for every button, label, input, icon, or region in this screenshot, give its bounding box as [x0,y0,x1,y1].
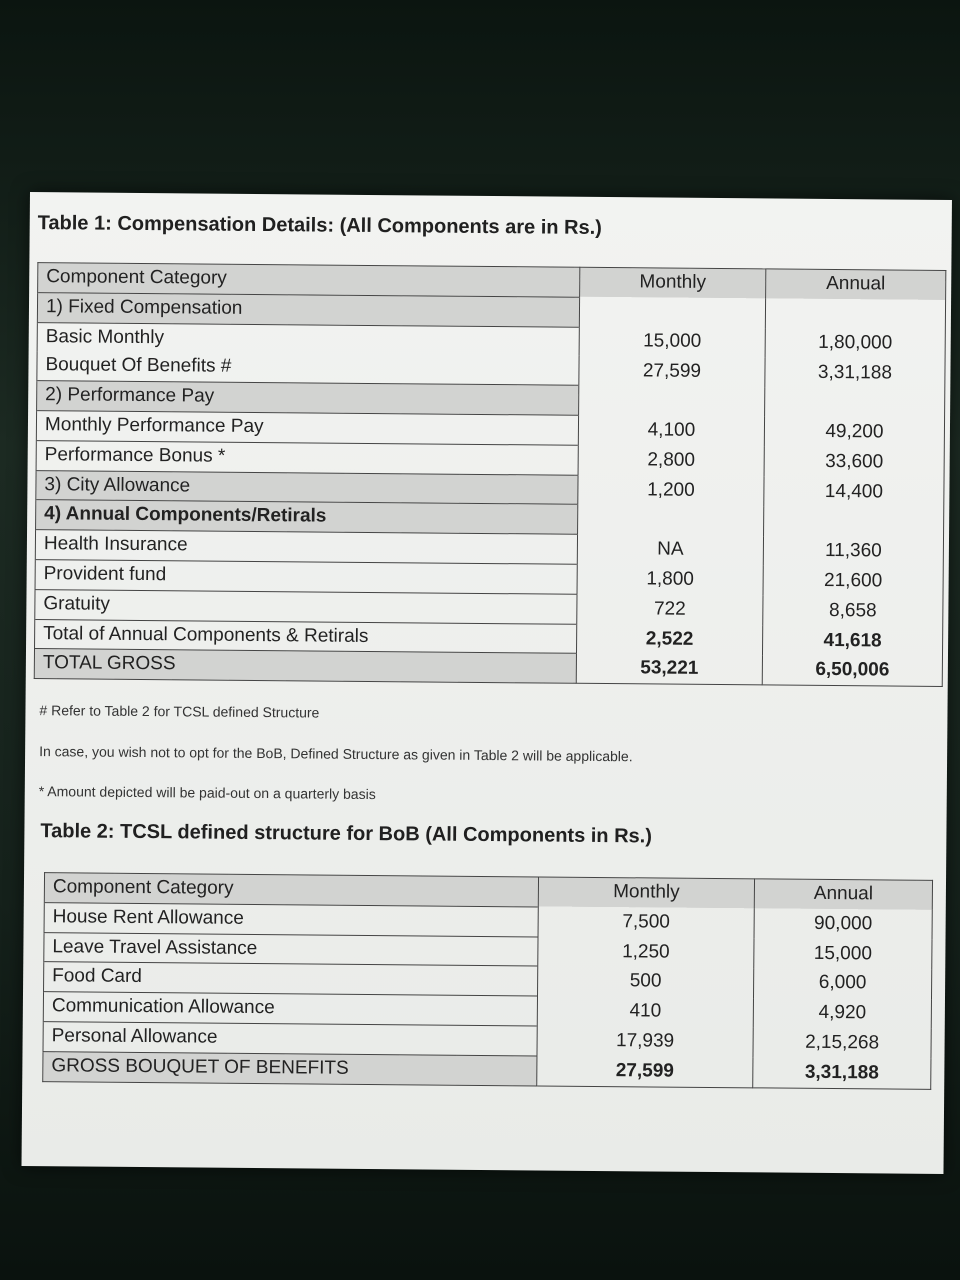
row-monthly: 722 [577,594,763,625]
row-annual [765,299,945,330]
row-label: 1) Fixed Compensation [37,292,579,327]
row-label: Leave Travel Assistance [44,932,538,966]
row-monthly: 500 [538,966,754,998]
row-annual: 33,600 [764,447,944,478]
row-monthly: 17,939 [537,1026,753,1058]
compensation-table [34,262,947,687]
row-label: 2) Performance Pay [37,381,579,416]
row-label: 3) City Allowance [36,470,578,505]
row-monthly [579,297,765,328]
table1-title: Table 1: Compensation Details: (All Components are in Rs.) [37,212,602,239]
row-label: Gratuity [35,589,577,624]
row-annual [764,506,944,537]
row-monthly: 1,200 [578,475,764,506]
row-monthly: 1,800 [577,564,763,595]
table-row-total [43,1051,931,1089]
row-monthly: 53,221 [576,654,762,685]
row-annual [765,387,945,418]
header-annual: Annual [754,879,932,910]
row-label: Communication Allowance [43,992,537,1026]
row-label: Basic Monthly [37,322,579,356]
header-component: Component Category [38,263,580,298]
row-annual: 6,000 [753,968,931,999]
header-annual: Annual [766,269,946,300]
row-monthly: NA [577,534,763,565]
row-annual: 1,80,000 [765,329,945,360]
row-monthly: 15,000 [579,327,765,358]
header-component: Component Category [44,873,538,907]
row-monthly: 2,800 [578,445,764,476]
row-annual: 41,618 [762,625,942,656]
document-screen [22,192,952,1174]
row-label: 4) Annual Components/Retirals [36,500,578,535]
header-monthly: Monthly [580,267,766,298]
row-monthly: 7,500 [538,907,754,939]
row-monthly: 2,522 [576,624,762,655]
row-annual: 14,400 [764,476,944,507]
row-label: House Rent Allowance [44,902,538,936]
row-label: Personal Allowance [43,1022,537,1056]
row-label: Total of Annual Components & Retirals [35,619,577,654]
note-opt-out: In case, you wish not to opt for the BoB, Defined Structure as given in Table 2 will be applicable. [39,743,633,765]
row-annual: 2,15,268 [753,1028,931,1059]
row-label: GROSS BOUQUET OF BENEFITS [43,1051,537,1085]
row-annual: 11,360 [763,536,943,567]
row-monthly [578,505,764,536]
row-annual: 49,200 [764,417,944,448]
note-quarterly: * Amount depicted will be paid-out on a quarterly basis [38,783,376,803]
row-label: Provident fund [35,560,577,595]
row-monthly [579,385,765,416]
row-annual: 3,31,188 [765,358,945,389]
row-annual: 8,658 [763,596,943,627]
header-monthly: Monthly [538,877,754,909]
row-monthly: 4,100 [578,415,764,446]
row-annual: 3,31,188 [753,1058,931,1089]
table2-title: Table 2: TCSL defined structure for BoB (All Components in Rs.) [40,820,653,848]
row-label: TOTAL GROSS [34,649,576,684]
row-monthly: 1,250 [538,937,754,969]
row-annual: 15,000 [754,938,932,969]
row-label: Bouquet Of Benefits # [37,351,579,385]
row-monthly: 27,599 [579,356,765,387]
bob-structure-table [42,872,933,1089]
row-annual: 6,50,006 [762,655,942,686]
row-label: Monthly Performance Pay [36,411,578,446]
row-label: Health Insurance [35,530,577,565]
row-monthly: 27,599 [537,1056,753,1088]
note-refer-table2: # Refer to Table 2 for TCSL defined Structure [39,702,320,721]
row-annual: 21,600 [763,566,943,597]
row-monthly: 410 [537,996,753,1028]
row-label: Performance Bonus * [36,440,578,475]
row-annual: 90,000 [754,909,932,940]
row-label: Food Card [44,962,538,996]
row-annual: 4,920 [753,998,931,1029]
